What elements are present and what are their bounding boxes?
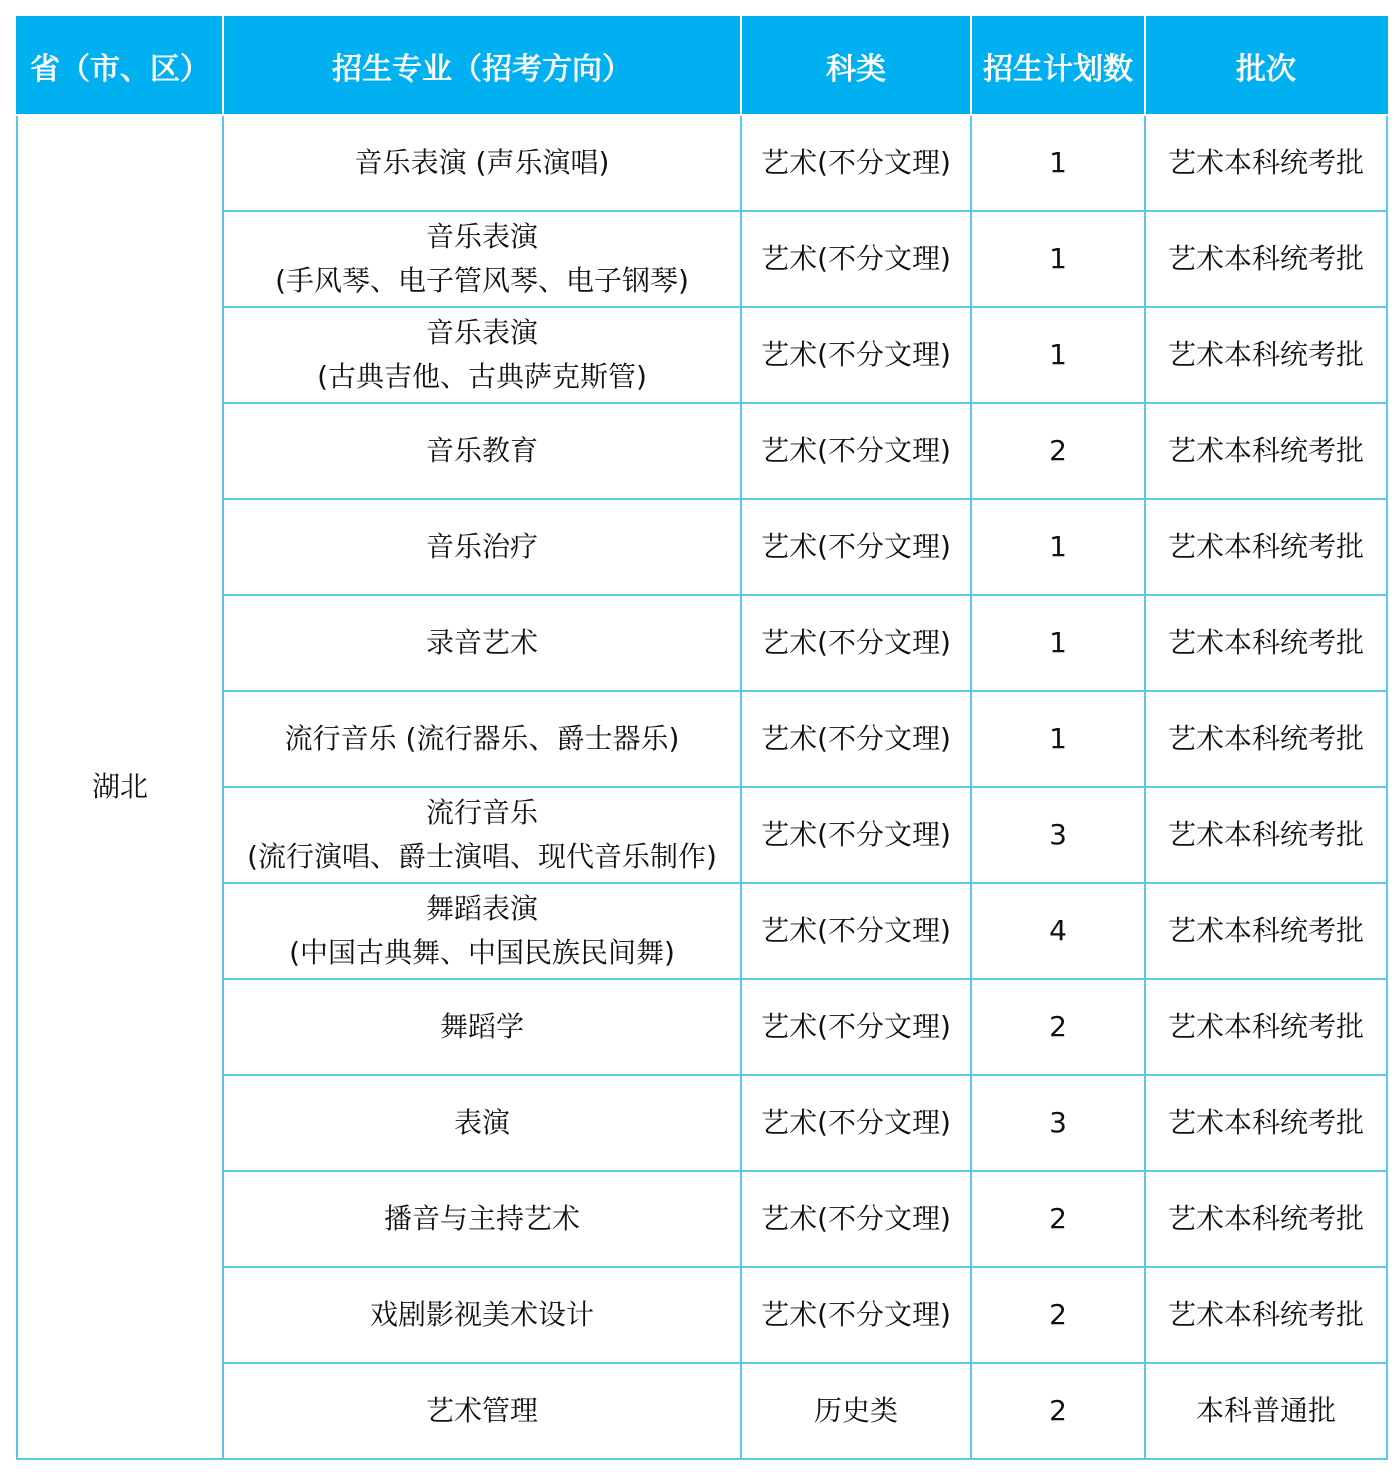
category-cell: 艺术(不分文理) <box>741 211 971 307</box>
plan-count-cell: 1 <box>971 115 1145 211</box>
major-cell <box>223 787 741 883</box>
table-header <box>17 17 1387 115</box>
table-row <box>17 1363 1387 1459</box>
major-line: 播音与主持艺术 <box>383 1202 580 1235</box>
table-row <box>17 307 1387 403</box>
table-row <box>17 1075 1387 1171</box>
major-cell <box>223 403 741 499</box>
enrollment-plan-table <box>16 16 1388 1460</box>
table-row <box>17 403 1387 499</box>
batch-cell: 艺术本科统考批 <box>1145 499 1387 595</box>
plan-count-cell: 1 <box>971 499 1145 595</box>
major-cell <box>223 1267 741 1363</box>
header-plan-count: 招生计划数 <box>971 17 1145 115</box>
batch-cell: 艺术本科统考批 <box>1145 307 1387 403</box>
header-row <box>17 17 1387 115</box>
plan-count-cell: 1 <box>971 307 1145 403</box>
major-cell <box>223 1075 741 1171</box>
enrollment-plan-table-container <box>16 16 1386 1460</box>
batch-cell: 艺术本科统考批 <box>1145 595 1387 691</box>
major-cell <box>223 1171 741 1267</box>
plan-count-cell: 4 <box>971 883 1145 979</box>
major-line: 音乐表演 (声乐演唱) <box>354 146 610 179</box>
plan-count-cell: 2 <box>971 1171 1145 1267</box>
major-cell <box>223 883 741 979</box>
batch-cell: 本科普通批 <box>1145 1363 1387 1459</box>
major-cell <box>223 691 741 787</box>
major-line: (流行演唱、爵士演唱、现代音乐制作) <box>247 840 717 873</box>
batch-cell: 艺术本科统考批 <box>1145 1075 1387 1171</box>
major-cell <box>223 979 741 1075</box>
plan-count-cell: 2 <box>971 1363 1145 1459</box>
category-cell: 艺术(不分文理) <box>741 403 971 499</box>
major-line: 音乐表演 <box>425 220 538 253</box>
plan-count-cell: 2 <box>971 403 1145 499</box>
table-row <box>17 595 1387 691</box>
header-batch: 批次 <box>1145 17 1387 115</box>
batch-cell: 艺术本科统考批 <box>1145 883 1387 979</box>
major-line: 舞蹈学 <box>439 1010 524 1043</box>
batch-cell: 艺术本科统考批 <box>1145 1171 1387 1267</box>
category-cell: 艺术(不分文理) <box>741 307 971 403</box>
major-cell <box>223 499 741 595</box>
table-row <box>17 787 1387 883</box>
header-province: 省（市、区） <box>17 17 223 115</box>
plan-count-cell: 2 <box>971 1267 1145 1363</box>
batch-cell: 艺术本科统考批 <box>1145 1267 1387 1363</box>
major-line: 音乐教育 <box>425 434 538 467</box>
batch-cell: 艺术本科统考批 <box>1145 211 1387 307</box>
plan-count-cell: 2 <box>971 979 1145 1075</box>
batch-cell: 艺术本科统考批 <box>1145 403 1387 499</box>
major-line: 流行音乐 (流行器乐、爵士器乐) <box>284 722 680 755</box>
major-line: 录音艺术 <box>425 626 538 659</box>
plan-count-cell: 1 <box>971 211 1145 307</box>
major-line: 流行音乐 <box>425 796 538 829</box>
major-line: (中国古典舞、中国民族民间舞) <box>289 936 675 969</box>
major-line: (古典吉他、古典萨克斯管) <box>317 360 647 393</box>
major-cell <box>223 307 741 403</box>
category-cell: 艺术(不分文理) <box>741 499 971 595</box>
category-cell: 艺术(不分文理) <box>741 883 971 979</box>
batch-cell: 艺术本科统考批 <box>1145 979 1387 1075</box>
major-line: 表演 <box>453 1106 510 1139</box>
table-body <box>17 115 1387 1459</box>
table-row <box>17 115 1387 211</box>
major-cell <box>223 595 741 691</box>
table-row <box>17 1267 1387 1363</box>
category-cell: 艺术(不分文理) <box>741 115 971 211</box>
header-major: 招生专业（招考方向） <box>223 17 741 115</box>
category-cell: 艺术(不分文理) <box>741 1171 971 1267</box>
major-cell <box>223 115 741 211</box>
table-row <box>17 211 1387 307</box>
major-line: 音乐表演 <box>425 316 538 349</box>
category-cell: 艺术(不分文理) <box>741 691 971 787</box>
major-line: (手风琴、电子管风琴、电子钢琴) <box>275 264 689 297</box>
table-row <box>17 1171 1387 1267</box>
table-row <box>17 979 1387 1075</box>
plan-count-cell: 3 <box>971 1075 1145 1171</box>
category-cell: 艺术(不分文理) <box>741 1075 971 1171</box>
batch-cell: 艺术本科统考批 <box>1145 691 1387 787</box>
category-cell: 艺术(不分文理) <box>741 1267 971 1363</box>
plan-count-cell: 1 <box>971 691 1145 787</box>
major-line: 艺术管理 <box>425 1394 538 1427</box>
major-line: 舞蹈表演 <box>425 892 538 925</box>
category-cell: 艺术(不分文理) <box>741 979 971 1075</box>
major-line: 戏剧影视美术设计 <box>369 1298 594 1331</box>
table-row <box>17 883 1387 979</box>
province-cell: 湖北 <box>17 115 223 1459</box>
category-cell: 历史类 <box>741 1363 971 1459</box>
batch-cell: 艺术本科统考批 <box>1145 787 1387 883</box>
plan-count-cell: 1 <box>971 595 1145 691</box>
plan-count-cell: 3 <box>971 787 1145 883</box>
major-cell <box>223 1363 741 1459</box>
table-row <box>17 691 1387 787</box>
table-row <box>17 499 1387 595</box>
category-cell: 艺术(不分文理) <box>741 595 971 691</box>
header-category: 科类 <box>741 17 971 115</box>
major-line: 音乐治疗 <box>425 530 538 563</box>
major-cell <box>223 211 741 307</box>
category-cell: 艺术(不分文理) <box>741 787 971 883</box>
batch-cell: 艺术本科统考批 <box>1145 115 1387 211</box>
